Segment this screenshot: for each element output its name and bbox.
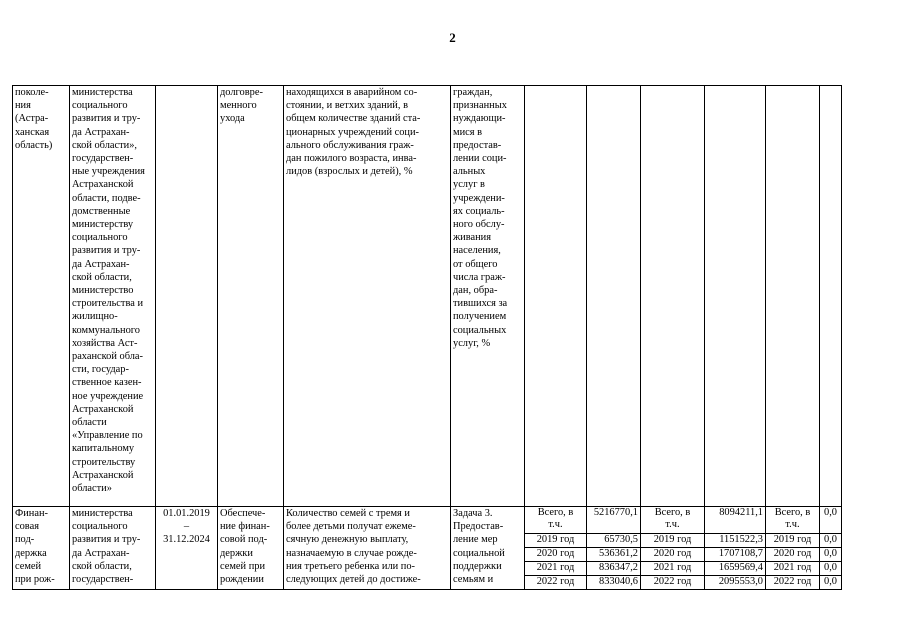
finance-value: 0,0 <box>820 534 841 548</box>
cell-executor: министерства социального развития и тру- да Астрахан- ской области, государствен- <box>70 507 156 590</box>
finance-values-3 <box>820 507 842 590</box>
finance-values-2 <box>705 507 766 590</box>
cell-measure: долговре- менного ухода <box>218 86 284 507</box>
finance-value: 1659569,4 <box>705 562 765 576</box>
finance-year-label: 2020 год <box>525 548 586 562</box>
finance-year-label: 2021 год <box>766 562 819 576</box>
finance-year-label: 2020 год <box>766 548 819 562</box>
cell-empty <box>525 86 587 507</box>
finance-year-label: Всего, в т.ч. <box>525 507 586 534</box>
finance-year-label: 2022 год <box>773 576 812 587</box>
page-number: 2 <box>449 30 456 45</box>
finance-years-1 <box>525 507 587 590</box>
finance-value: 0,0 <box>820 562 841 576</box>
finance-value: 1707108,7 <box>705 548 765 562</box>
cell-result: Количество семей с тремя и более детьми получат ежеме- сячную денежную выплату, назначаемую в случае рожде- ния третьего ребенка или по- следующих детей до достиже- <box>284 507 451 590</box>
program-table <box>12 85 842 590</box>
finance-year-label: 2021 год <box>641 562 704 576</box>
cell-program-name: Финан- совая под- держка семей при рож- <box>13 507 70 590</box>
finance-value: 5216770,1 <box>587 507 640 534</box>
finance-year-label: 2022 год <box>653 576 692 587</box>
finance-values-1 <box>587 507 641 590</box>
finance-year-label: 2020 год <box>641 548 704 562</box>
finance-year-label: Всего, в т.ч. <box>641 507 704 534</box>
finance-value: 833040,6 <box>599 576 638 587</box>
finance-value: 2095553,0 <box>718 576 763 587</box>
cell-empty <box>820 86 842 507</box>
table-row <box>13 86 842 507</box>
finance-year-label: 2022 год <box>536 576 575 587</box>
cell-empty <box>705 86 766 507</box>
finance-year-label: 2019 год <box>641 534 704 548</box>
finance-value: 536361,2 <box>587 548 640 562</box>
cell-measure: Обеспече- ние финан- совой под- держки семей при рождении <box>218 507 284 590</box>
finance-year-label: Всего, в т.ч. <box>766 507 819 534</box>
cell-program-name: поколе- ния (Астра- ханская область) <box>13 86 70 507</box>
cell-task: Задача 3. Предостав- ление мер социальной поддержки семьям и <box>451 507 525 590</box>
finance-year-label: 2019 год <box>766 534 819 548</box>
cell-period: 01.01.2019 – 31.12.2024 <box>156 507 218 590</box>
finance-years-2 <box>641 507 705 590</box>
table-row <box>13 507 842 590</box>
cell-result: находящихся в аварийном со- стоянии, и ветхих зданий, в общем количестве зданий ста- ционарных учреждений соци- ального обслуживания граж- дан пожилого возраста, инва- лидов (взрослых и детей), % <box>284 86 451 507</box>
finance-value: 1151522,3 <box>705 534 765 548</box>
finance-year-label: 2021 год <box>525 562 586 576</box>
cell-executor: министерства социального развития и тру- да Астрахан- ской области», государствен- ные учреждения Астраханской области, подве- домственные министерству социального развития и тру- да Астрахан- ской области, министерство строительства и жилищно- коммунального хозяйства Аст- раханской обла- сти, государ- ственное казен- ное учреждение Астраханской области «Управление по капитальному строительству Астраханской области» <box>70 86 156 507</box>
finance-years-3 <box>766 507 820 590</box>
finance-value: 836347,2 <box>587 562 640 576</box>
finance-year-label: 2019 год <box>525 534 586 548</box>
cell-empty <box>766 86 820 507</box>
finance-value: 0,0 <box>820 507 841 534</box>
cell-empty <box>587 86 641 507</box>
cell-empty <box>641 86 705 507</box>
finance-value: 8094211,1 <box>705 507 765 534</box>
finance-value: 0,0 <box>820 548 841 562</box>
cell-period <box>156 86 218 507</box>
finance-value: 0,0 <box>824 576 837 587</box>
cell-indicator: граждан, признанных нуждающи- мися в предостав- лении соци- альных услуг в учреждени- ях социаль- ного обслу- живания населения, от общего числа граж- дан, обра- тившихся за получением социальных услуг, % <box>451 86 525 507</box>
finance-value: 65730,5 <box>587 534 640 548</box>
